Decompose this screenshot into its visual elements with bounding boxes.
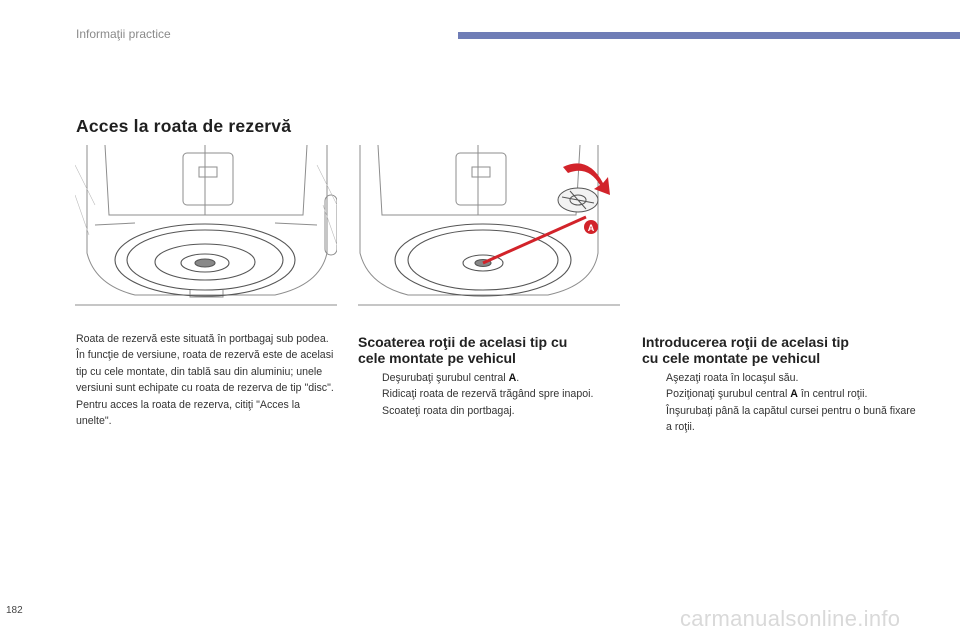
callout-a-label: A — [587, 223, 595, 233]
intro-paragraph: Roata de rezervă este situată în portbagaj sub podea. — [76, 333, 329, 345]
page-title: Acces la roata de rezervă — [76, 116, 292, 136]
install-steps — [642, 370, 917, 436]
intro-paragraph: Pentru acces la roata de rezerva, citiţi "Acces la unelte". — [76, 398, 300, 428]
step-item: Înşurubaţi până la capătul cursei pentru o bună fixare a roţii. — [666, 404, 916, 434]
spare-wheel-illustration — [75, 145, 337, 315]
header-accent-bar — [458, 32, 960, 39]
intro-text — [76, 331, 338, 429]
step-item: Deşurubaţi şurubul central A. — [382, 372, 520, 384]
install-heading: Introducerea roţii de acelasi tip cu cele montate pe vehicul — [642, 334, 849, 366]
removal-heading: Scoaterea roţii de acelasi tip cu cele montate pe vehicul — [358, 334, 568, 366]
spare-wheel-removal-illustration — [358, 145, 620, 315]
watermark: carmanualsonline.info — [680, 606, 901, 631]
removal-steps — [358, 370, 628, 419]
step-item: Scoateţi roata din portbagaj. — [382, 404, 515, 417]
page-number: 182 — [6, 605, 23, 616]
section-label: Informaţii practice — [76, 27, 171, 41]
step-item: Poziţionaţi şurubul central A în centrul roţii. — [666, 388, 868, 401]
intro-paragraph: În funcţie de versiune, roata de rezervă este de acelasi tip cu cele montate, din tablă sau din aluminiu; unele versiuni sunt echipate cu roata de rezerva de tip "disc". — [76, 349, 334, 395]
step-item: Ridicaţi roata de rezervă trăgând spre inapoi. — [382, 388, 594, 401]
step-item: Aşezaţi roata în locaşul său. — [666, 372, 799, 384]
